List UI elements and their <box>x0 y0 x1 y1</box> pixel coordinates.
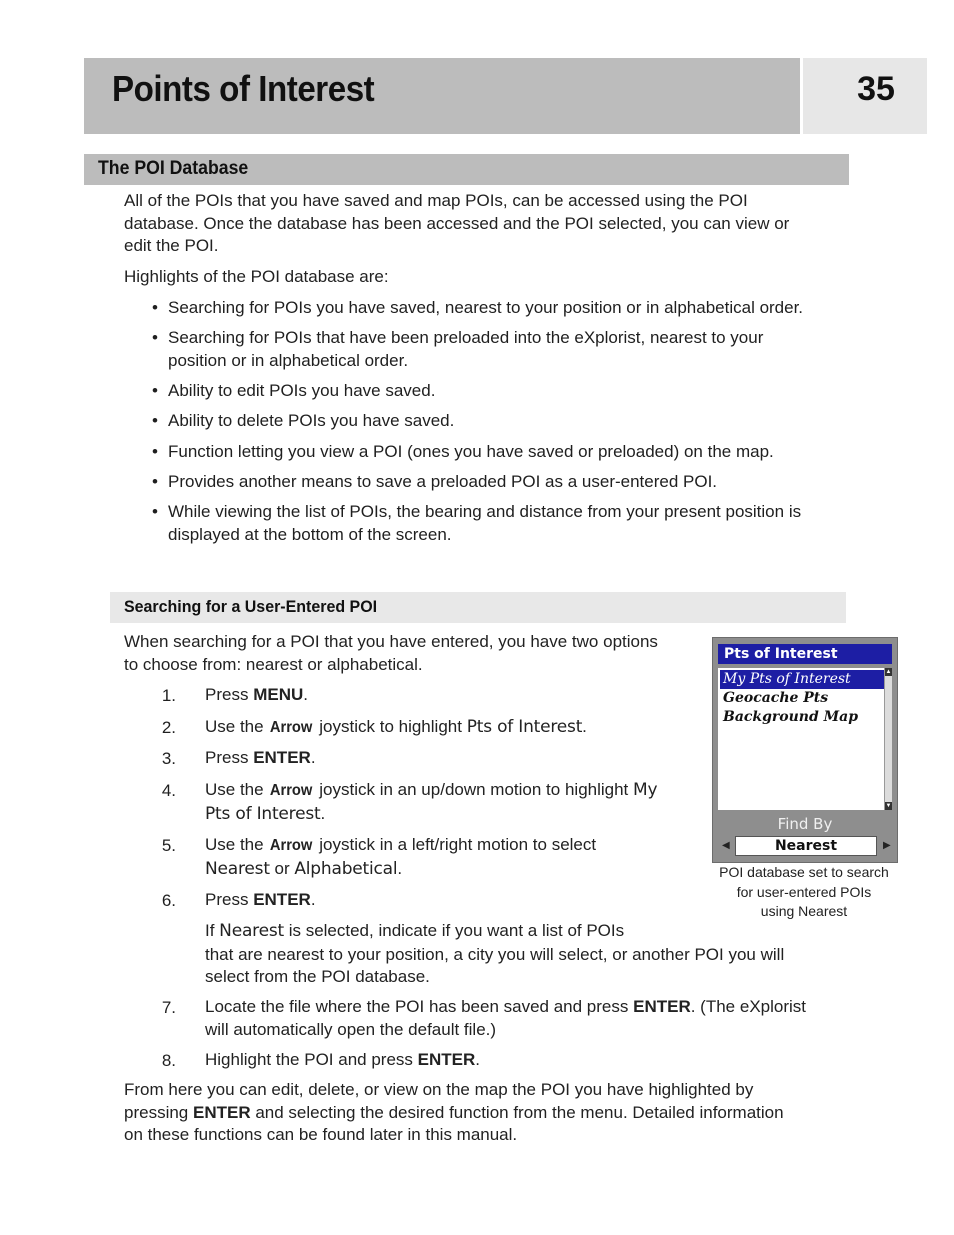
device-list-item-my-pts: My Pts of Interest <box>720 670 884 689</box>
page-title: Points of Interest <box>112 68 375 109</box>
device-screenshot <box>712 637 898 863</box>
step-4: Use the Arrow joystick in an up/down motion to highlight My <box>205 780 658 800</box>
subsection-heading-user-poi: Searching for a User-Entered POI <box>124 597 378 616</box>
outro-line-2: pressing ENTER and selecting the desired function from the menu. Detailed information <box>124 1103 784 1122</box>
device-list-item-background-map: Background Map <box>723 709 859 725</box>
intro-line-2: database. Once the database has been accessed and the POI selected, you can view or <box>124 214 790 233</box>
step-5: Use the Arrow joystick in a left/right motion to select <box>205 835 597 854</box>
device-findby-select: Nearest <box>735 836 877 856</box>
step-number: 8. <box>161 1051 176 1070</box>
bullet-item: Searching for POIs that have been preloaded into the eXplorist, nearest to your <box>168 328 764 347</box>
device-findby-label: Find By <box>777 815 833 833</box>
bullet-marker: • <box>152 328 158 347</box>
intro-line-3: edit the POI. <box>124 236 219 255</box>
step-number: 4. <box>161 781 176 800</box>
step-5-cont: Nearest or Alphabetical. <box>205 859 403 879</box>
outro-line-1: From here you can edit, delete, or view on the map the POI you have highlighted by <box>124 1080 754 1099</box>
device-title-bar: Pts of Interest <box>718 644 892 664</box>
step-6-note-2: that are nearest to your position, a city you will select, or another POI you will <box>205 945 785 964</box>
step-7: Locate the file where the POI has been saved and press ENTER. (The eXplorist <box>205 997 806 1016</box>
left-arrow-icon: ◀ <box>722 840 730 851</box>
step-3: Press ENTER. <box>205 748 316 767</box>
bullet-item: Ability to edit POIs you have saved. <box>168 381 436 400</box>
search-intro-line-2: to choose from: nearest or alphabetical. <box>124 655 423 674</box>
bullet-marker: • <box>152 411 158 430</box>
step-4-cont: Pts of Interest. <box>205 804 326 824</box>
step-number: 5. <box>161 836 176 855</box>
section-heading-poi-database: The POI Database <box>98 158 249 179</box>
step-8: Highlight the POI and press ENTER. <box>205 1050 480 1069</box>
bullet-item: Function letting you view a POI (ones you have saved or preloaded) on the map. <box>168 442 774 461</box>
bullet-item: Searching for POIs you have saved, nearest to your position or in alphabetical order. <box>168 298 804 317</box>
bullet-item: Ability to delete POIs you have saved. <box>168 411 455 430</box>
caption-line: using Nearest <box>760 903 848 919</box>
step-7-cont: will automatically open the default file.) <box>205 1020 497 1039</box>
bullet-marker: • <box>152 381 158 400</box>
bullet-item: While viewing the list of POIs, the bearing and distance from your present position is <box>168 502 802 521</box>
step-number: 6. <box>161 891 176 910</box>
outro-line-3: on these functions can be found later in this manual. <box>124 1125 518 1144</box>
bullet-marker: • <box>152 442 158 461</box>
scroll-up-icon: ▲ <box>885 669 892 675</box>
step-6-note-3: select from the POI database. <box>205 967 430 986</box>
search-intro-line-1: When searching for a POI that you have entered, you have two options <box>124 632 658 651</box>
figure-caption <box>706 863 902 922</box>
step-number: 3. <box>161 749 176 768</box>
page-number: 35 <box>857 70 895 108</box>
right-arrow-icon: ▶ <box>883 840 891 851</box>
bullet-item-cont: displayed at the bottom of the screen. <box>168 525 452 544</box>
bullet-marker: • <box>152 502 158 521</box>
device-poi-list <box>718 668 892 810</box>
bullet-item-cont: position or in alphabetical order. <box>168 351 409 370</box>
step-6: Press ENTER. <box>205 890 316 909</box>
bullet-marker: • <box>152 298 158 317</box>
step-number: 2. <box>161 718 176 737</box>
step-1: Press MENU. <box>205 685 308 704</box>
step-6-note: If Nearest is selected, indicate if you want a list of POIs <box>205 921 625 941</box>
bullet-item: Provides another means to save a preloaded POI as a user-entered POI. <box>168 472 718 491</box>
device-list-item-geocache: Geocache Pts <box>723 690 829 706</box>
device-scrollbar <box>884 668 892 810</box>
bullet-marker: • <box>152 472 158 491</box>
scroll-down-icon: ▼ <box>885 803 892 809</box>
step-number: 1. <box>161 686 176 705</box>
intro-line-1: All of the POIs that you have saved and map POIs, can be accessed using the POI <box>124 191 748 210</box>
step-2: Use the Arrow joystick to highlight Pts of Interest. <box>205 717 587 737</box>
caption-line: POI database set to search <box>719 864 889 880</box>
step-number: 7. <box>161 998 176 1017</box>
caption-line: for user-entered POIs <box>736 883 872 900</box>
highlights-label: Highlights of the POI database are: <box>124 267 389 286</box>
